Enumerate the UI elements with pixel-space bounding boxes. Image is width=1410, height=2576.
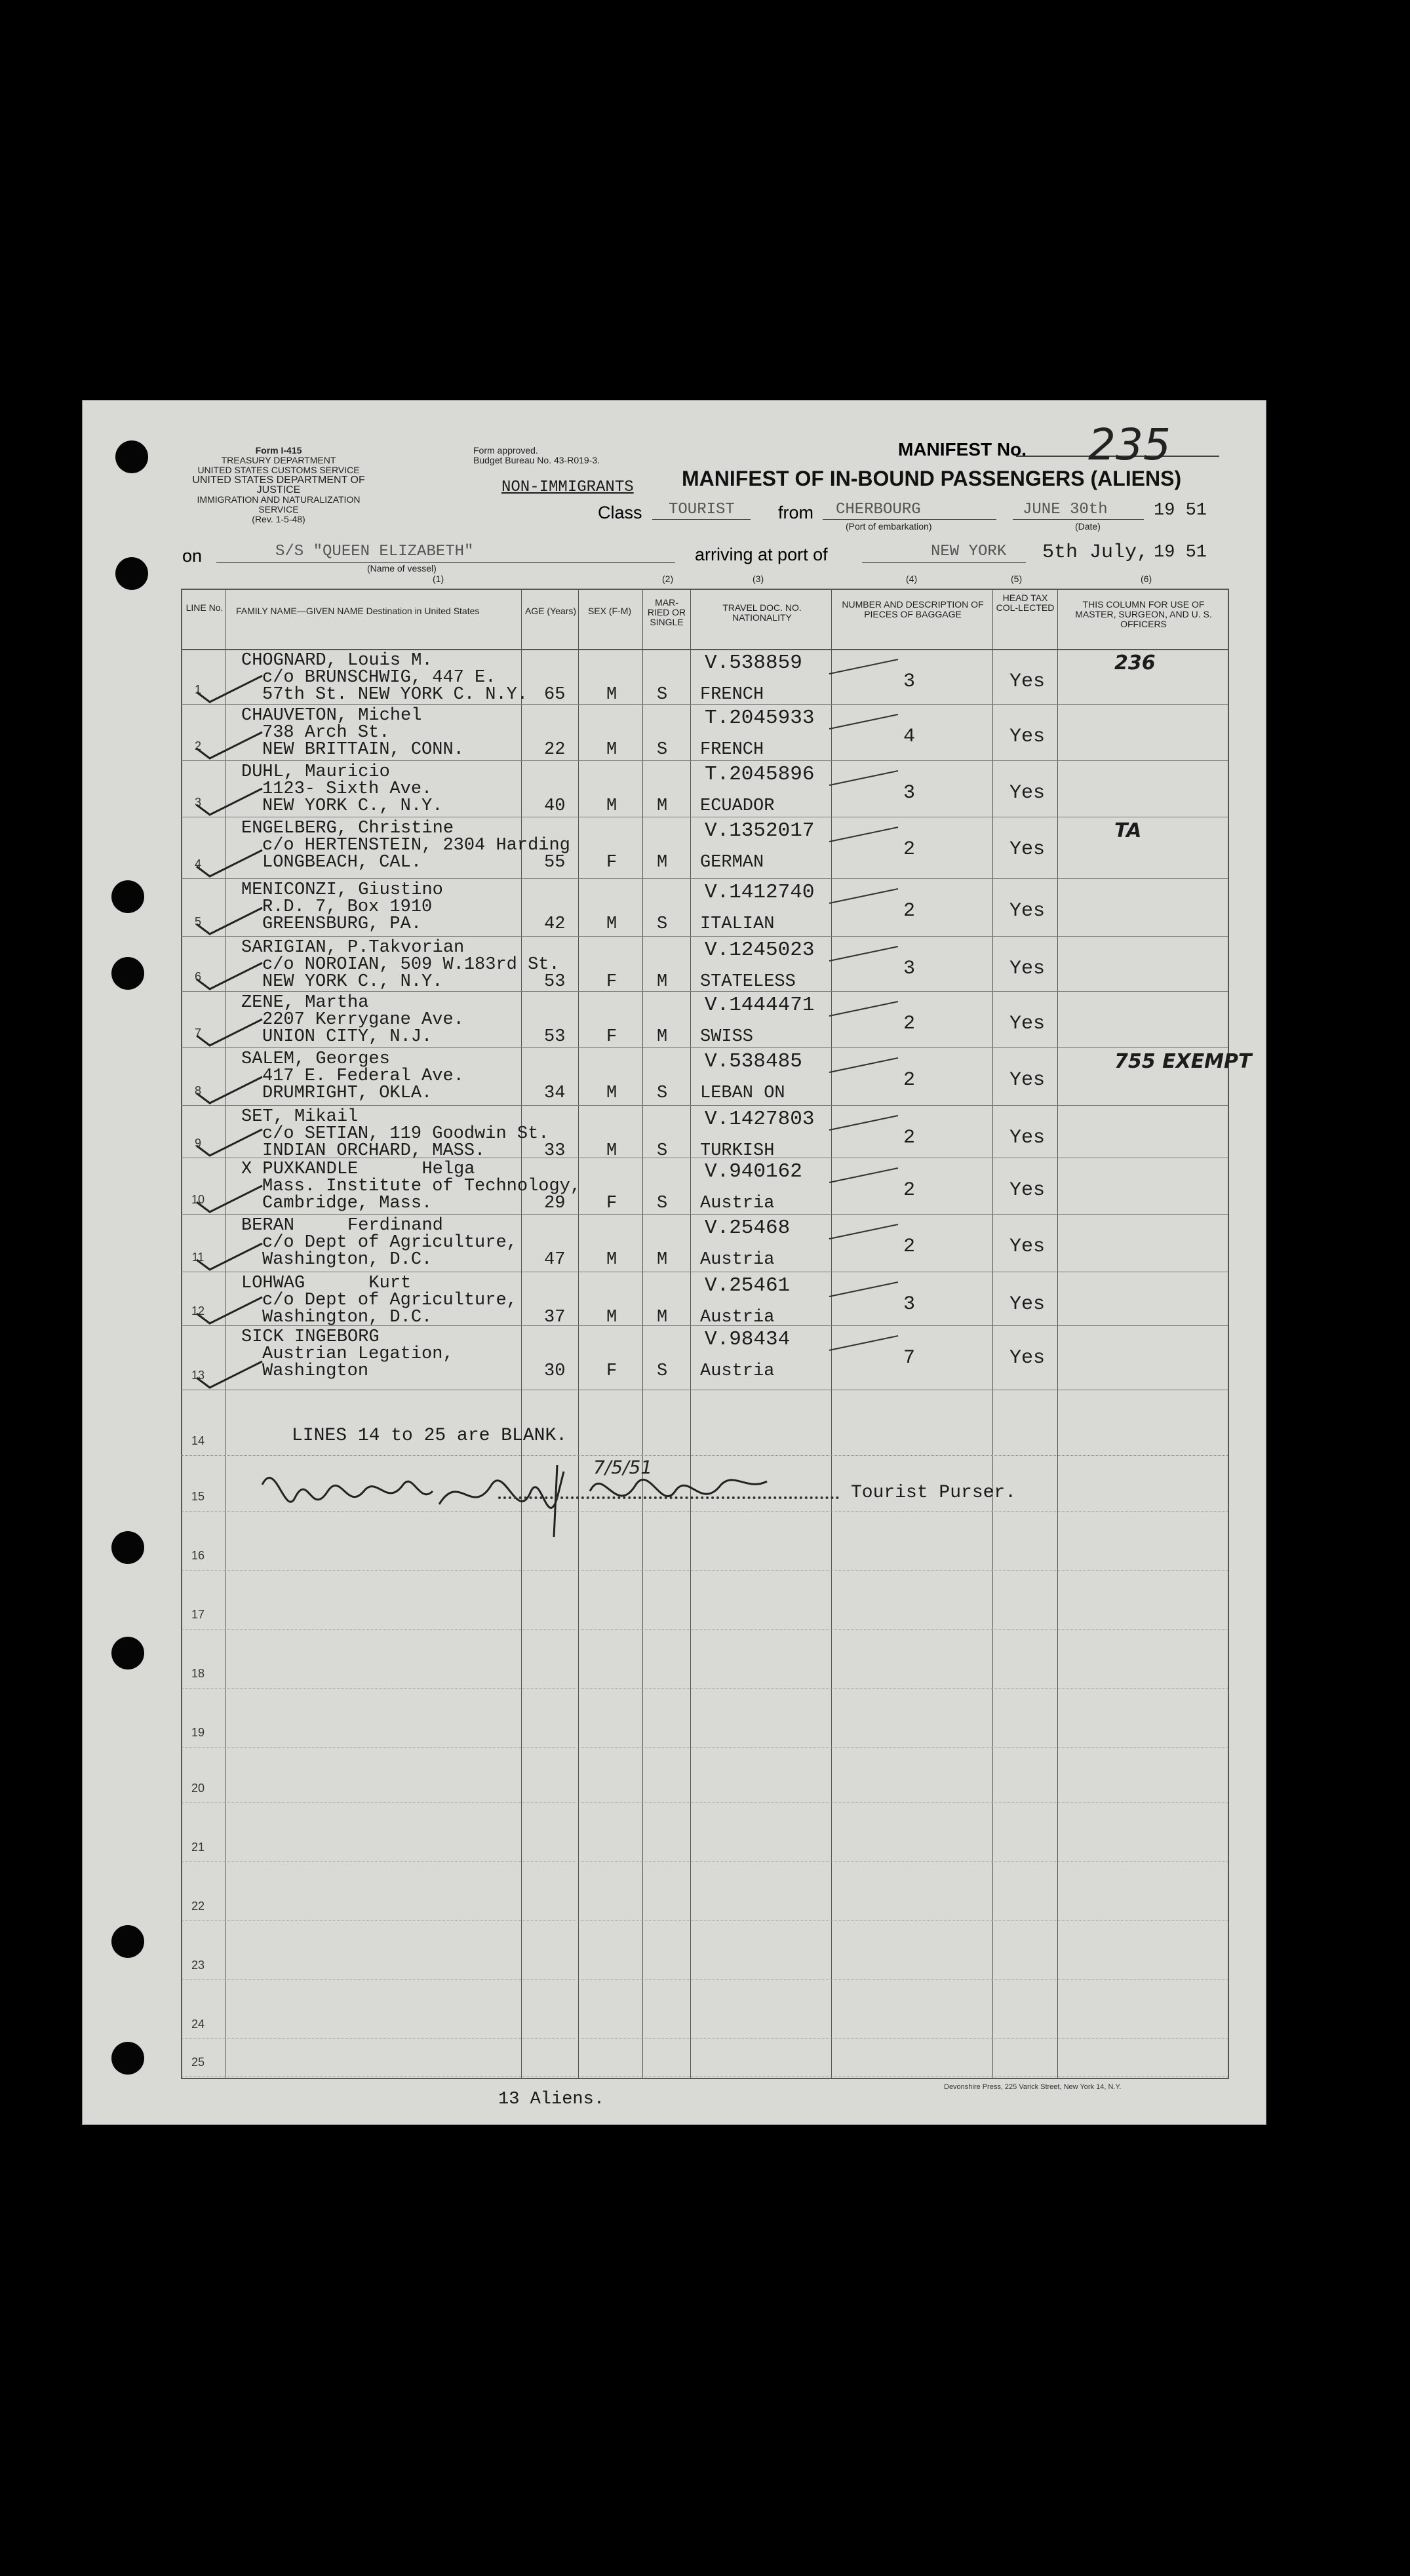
passenger-name: X PUXKANDLE Helga (241, 1160, 475, 1179)
passenger-address-1: Austrian Legation, (262, 1344, 454, 1364)
approved-label: Form approved. (473, 445, 538, 456)
baggage-count: 2 (903, 1236, 916, 1258)
passenger-address-1: 417 E. Federal Ave. (262, 1066, 464, 1086)
baggage-count: 3 (903, 958, 916, 980)
passenger-marital: S (657, 740, 668, 760)
ins-label: IMMIGRATION AND NATURALIZATION SERVICE (197, 494, 361, 515)
treasury-label: TREASURY DEPARTMENT (221, 455, 336, 465)
baggage-count: 4 (903, 726, 916, 748)
passenger-name: SICK INGEBORG (241, 1327, 380, 1347)
passenger-address-1: 1123- Sixth Ave. (262, 779, 433, 799)
year-1: 19 51 (1154, 501, 1207, 520)
row-divider (181, 1214, 1228, 1215)
head-tax-collected: Yes (1009, 838, 1046, 861)
passenger-address-2: 57th St. NEW YORK C. N.Y. (262, 685, 528, 705)
line-number: 5 (194, 915, 201, 928)
col-num-5: (5) (1011, 574, 1023, 584)
passenger-sex: F (606, 853, 617, 872)
baggage-count: 2 (903, 1013, 916, 1035)
passenger-age: 29 (544, 1194, 566, 1213)
passenger-address-2: Cambridge, Mass. (262, 1194, 433, 1213)
travel-doc-number: V.538859 (705, 652, 802, 674)
line-number: 17 (191, 1608, 205, 1621)
passenger-address-2: Washington, D.C. (262, 1250, 433, 1270)
manifest-no-label: MANIFEST No. (898, 439, 1027, 459)
line-number: 11 (191, 1251, 205, 1264)
head-tax-collected: Yes (1009, 1179, 1046, 1201)
passenger-name: CHAUVETON, Michel (241, 706, 422, 726)
date-caption: (Date) (1075, 521, 1101, 532)
col-header-line: LINE No. (186, 602, 224, 613)
col-header-sex: SEX (F-M) (587, 606, 632, 616)
head-tax-collected: Yes (1009, 1347, 1046, 1369)
passenger-sex: M (606, 1308, 617, 1327)
passenger-age: 22 (544, 740, 566, 760)
passenger-sex: M (606, 1141, 617, 1161)
passenger-sex: M (606, 1250, 617, 1270)
baggage-count: 2 (903, 1069, 916, 1091)
baggage-tick (826, 1331, 905, 1357)
purser-label: Tourist Purser. (851, 1483, 1017, 1503)
passenger-age: 37 (544, 1308, 566, 1327)
passenger-marital: S (657, 685, 668, 705)
on-label: on (182, 546, 203, 566)
passenger-address-2: UNION CITY, N.J. (262, 1027, 433, 1047)
customs-label: UNITED STATES CUSTOMS SERVICE (197, 465, 360, 475)
passenger-name: MENICONZI, Giustino (241, 880, 443, 900)
nationality: Austria (700, 1308, 775, 1327)
passenger-address-1: Mass. Institute of Technology, (262, 1177, 581, 1196)
passenger-address-1: c/o Dept of Agriculture, (262, 1233, 517, 1253)
baggage-tick (826, 1053, 905, 1079)
passenger-address-1: 2207 Kerrygane Ave. (262, 1010, 464, 1030)
nationality: Austria (700, 1194, 775, 1213)
baggage-tick (826, 654, 905, 680)
passenger-sex: M (606, 685, 617, 705)
line-number: 4 (194, 857, 201, 870)
passenger-sex: F (606, 972, 617, 992)
officer-note: TA (1114, 819, 1142, 842)
printer-credit: Devonshire Press, 225 Varick Street, New York 14, N.Y. (944, 2083, 1122, 2091)
from-label: from (778, 503, 813, 522)
passenger-name: SARIGIAN, P.Takvorian (241, 938, 465, 958)
passenger-address-2: Washington (262, 1361, 369, 1381)
passenger-name: ZENE, Martha (241, 993, 369, 1013)
nationality: SWISS (700, 1027, 754, 1047)
check-mark (190, 729, 269, 762)
line-number: 2 (194, 739, 201, 752)
passenger-marital: M (657, 796, 668, 816)
baggage-tick (826, 941, 905, 967)
travel-doc-number: V.1245023 (705, 939, 815, 962)
baggage-tick (826, 766, 905, 792)
nationality: FRENCH (700, 740, 764, 760)
check-mark (190, 785, 269, 818)
baggage-tick (826, 1219, 905, 1245)
form-number: Form I-415 (255, 445, 302, 456)
class-value: TOURIST (669, 501, 735, 518)
check-mark (190, 905, 269, 937)
passenger-address-2: Washington, D.C. (262, 1308, 433, 1327)
nationality: Austria (700, 1361, 775, 1381)
line-number: 7 (194, 1026, 201, 1040)
line-number: 12 (191, 1304, 205, 1317)
passenger-address-2: DRUMRIGHT, OKLA. (262, 1083, 433, 1103)
baggage-count: 3 (903, 1293, 916, 1316)
passenger-name: SALEM, Georges (241, 1049, 390, 1069)
passenger-address-2: NEW BRITTAIN, CONN. (262, 740, 464, 760)
passenger-marital: S (657, 1361, 668, 1381)
head-tax-collected: Yes (1009, 1236, 1046, 1258)
travel-doc-number: V.538485 (705, 1050, 802, 1073)
passenger-address-2: NEW YORK C., N.Y. (262, 796, 443, 816)
passenger-age: 30 (544, 1361, 566, 1381)
arrival-date: 5th July, (1042, 541, 1149, 564)
head-tax-collected: Yes (1009, 726, 1046, 748)
line-number: 9 (194, 1137, 201, 1150)
passenger-marital: S (657, 1083, 668, 1103)
head-tax-collected: Yes (1009, 958, 1046, 980)
officer-note: 755 EXEMPT (1114, 1050, 1252, 1073)
line-number: 6 (194, 970, 201, 983)
vessel-caption: (Name of vessel) (367, 563, 437, 574)
row-divider (181, 760, 1228, 761)
head-tax-collected: Yes (1009, 1127, 1046, 1149)
travel-doc-number: V.25468 (705, 1217, 791, 1239)
line-number: 15 (191, 1490, 205, 1503)
baggage-count: 2 (903, 900, 916, 922)
empty-row-divider (181, 1629, 1228, 1630)
travel-doc-number: V.1444471 (705, 994, 815, 1017)
rev-label: (Rev. 1-5-48) (252, 514, 305, 524)
passenger-address-1: R.D. 7, Box 1910 (262, 897, 433, 917)
passenger-age: 53 (544, 1027, 566, 1047)
departure-date: JUNE 30th (1023, 501, 1108, 518)
passenger-address-1: 738 Arch St. (262, 723, 390, 743)
baggage-tick (826, 1110, 905, 1137)
check-mark (190, 1016, 269, 1049)
row-divider (181, 878, 1228, 879)
passenger-age: 40 (544, 796, 566, 816)
passenger-age: 33 (544, 1141, 566, 1161)
signature-date: 7/5/51 (593, 1456, 653, 1478)
passenger-name: DUHL, Mauricio (241, 762, 390, 782)
nationality: ECUADOR (700, 796, 775, 816)
passenger-age: 55 (544, 853, 566, 872)
passenger-sex: F (606, 1194, 617, 1213)
passenger-sex: M (606, 1083, 617, 1103)
year-2: 19 51 (1154, 543, 1207, 562)
travel-doc-number: V.98434 (705, 1328, 791, 1351)
col-num-6: (6) (1141, 574, 1152, 584)
passenger-marital: M (657, 1250, 668, 1270)
travel-doc-number: V.940162 (705, 1160, 802, 1183)
nationality: ITALIAN (700, 914, 775, 934)
budget-label: Budget Bureau No. 43-R019-3. (473, 455, 600, 465)
line-number: 8 (194, 1084, 201, 1097)
passenger-sex: M (606, 914, 617, 934)
passenger-marital: M (657, 1308, 668, 1327)
approval-block (473, 446, 600, 465)
passenger-marital: M (657, 853, 668, 872)
travel-doc-number: V.25461 (705, 1274, 791, 1297)
travel-doc-number: T.2045896 (705, 763, 815, 786)
baggage-count: 2 (903, 838, 916, 861)
baggage-count: 2 (903, 1179, 916, 1201)
justice-label: UNITED STATES DEPARTMENT OF JUSTICE (192, 475, 365, 496)
line-number: 20 (191, 1782, 205, 1795)
line-number: 22 (191, 1900, 205, 1913)
check-mark (190, 1074, 269, 1106)
check-mark (190, 1240, 269, 1273)
head-tax-collected: Yes (1009, 1293, 1046, 1316)
passenger-age: 42 (544, 914, 566, 934)
arrival-port: NEW YORK (931, 543, 1007, 560)
manifest-number: 235 (1088, 420, 1171, 470)
line-number: 21 (191, 1841, 205, 1854)
passenger-address-1: c/o NOROIAN, 509 W.183rd St. (262, 955, 560, 975)
passenger-marital: S (657, 1141, 668, 1161)
baggage-tick (826, 822, 905, 848)
passenger-age: 53 (544, 972, 566, 992)
check-mark (190, 673, 269, 705)
passenger-age: 65 (544, 685, 566, 705)
col-header-name: FAMILY NAME—GIVEN NAME Destination in United States (236, 606, 480, 616)
line-number: 16 (191, 1549, 205, 1562)
line-number: 25 (191, 2056, 205, 2069)
baggage-tick (826, 1277, 905, 1303)
arriving-label: arriving at port of (695, 545, 828, 564)
line-number: 10 (191, 1193, 205, 1206)
passenger-address-1: c/o SETIAN, 119 Goodwin St. (262, 1124, 549, 1144)
col-num-3: (3) (753, 574, 764, 584)
baggage-count: 3 (903, 782, 916, 804)
row-divider (181, 1047, 1228, 1048)
passenger-address-2: INDIAN ORCHARD, MASS. (262, 1141, 486, 1161)
class-label: Class (598, 503, 642, 522)
officer-note: 236 (1114, 652, 1156, 674)
check-mark (190, 960, 269, 992)
line-number: 1 (194, 683, 201, 696)
col-header-age: AGE (Years) (524, 606, 577, 616)
baggage-count: 7 (903, 1347, 916, 1369)
baggage-tick (826, 996, 905, 1023)
col-num-4: (4) (906, 574, 918, 584)
nationality: FRENCH (700, 685, 764, 705)
passenger-sex: F (606, 1027, 617, 1047)
vessel-name: S/S "QUEEN ELIZABETH" (275, 543, 474, 560)
baggage-tick (826, 709, 905, 735)
head-tax-collected: Yes (1009, 1069, 1046, 1091)
officer-signature (249, 1445, 826, 1544)
nationality: LEBAN ON (700, 1083, 785, 1103)
check-mark (190, 1182, 269, 1215)
col-header-head-tax: HEAD TAX COL-LECTED (996, 593, 1055, 613)
head-tax-collected: Yes (1009, 1013, 1046, 1035)
passenger-name: BERAN Ferdinand (241, 1216, 443, 1236)
empty-row-divider (181, 1570, 1228, 1571)
nationality: STATELESS (700, 972, 796, 992)
travel-doc-number: V.1427803 (705, 1108, 815, 1131)
alien-total: 13 Aliens. (498, 2090, 605, 2109)
passenger-name: SET, Mikail (241, 1107, 359, 1127)
head-tax-collected: Yes (1009, 900, 1046, 922)
col-num-2: (2) (662, 574, 674, 584)
baggage-count: 3 (903, 671, 916, 693)
line-number: 13 (191, 1369, 205, 1382)
port-caption: (Port of embarkation) (846, 521, 932, 532)
travel-doc-number: V.1412740 (705, 881, 815, 904)
col-header-baggage: NUMBER AND DESCRIPTION OF PIECES OF BAGGAGE (842, 599, 984, 619)
blank-lines-note: LINES 14 to 25 are BLANK. (292, 1426, 568, 1446)
line-number: 23 (191, 1959, 205, 1972)
form-agency-block (177, 446, 380, 524)
passenger-marital: S (657, 914, 668, 934)
row-divider (181, 936, 1228, 937)
check-mark (190, 1126, 269, 1159)
head-tax-collected: Yes (1009, 782, 1046, 804)
travel-doc-number: T.2045933 (705, 707, 815, 730)
line-number: 18 (191, 1667, 205, 1680)
passenger-address-2: GREENSBURG, PA. (262, 914, 422, 934)
passenger-marital: M (657, 972, 668, 992)
baggage-tick (826, 884, 905, 910)
passenger-age: 34 (544, 1083, 566, 1103)
passenger-name: LOHWAG Kurt (241, 1274, 412, 1293)
passenger-name: ENGELBERG, Christine (241, 819, 454, 838)
passenger-address-1: c/o HERTENSTEIN, 2304 Harding (262, 836, 570, 855)
check-mark (190, 847, 269, 880)
passenger-address-2: NEW YORK C., N.Y. (262, 972, 443, 992)
line-number: 24 (191, 2018, 205, 2031)
passenger-marital: M (657, 1027, 668, 1047)
line-number: 14 (191, 1434, 205, 1447)
manifest-title: MANIFEST OF IN-BOUND PASSENGERS (ALIENS) (682, 467, 1182, 490)
passenger-sex: F (606, 1361, 617, 1381)
check-mark (190, 1294, 269, 1327)
travel-doc-number: V.1352017 (705, 819, 815, 842)
baggage-count: 2 (903, 1127, 916, 1149)
nationality: GERMAN (700, 853, 764, 872)
passenger-age: 47 (544, 1250, 566, 1270)
passenger-sex: M (606, 796, 617, 816)
nationality: Austria (700, 1250, 775, 1270)
col-header-officers: THIS COLUMN FOR USE OF MASTER, SURGEON, AND U. S. OFFICERS (1075, 599, 1212, 629)
purser-signature-line (498, 1496, 839, 1499)
nationality: TURKISH (700, 1141, 775, 1161)
line-number: 19 (191, 1726, 205, 1739)
head-tax-collected: Yes (1009, 671, 1046, 693)
passenger-name: CHOGNARD, Louis M. (241, 651, 433, 671)
col-num-1: (1) (433, 574, 444, 584)
passenger-address-1: c/o BRUNSCHWIG, 447 E. (262, 668, 496, 688)
col-header-doc: TRAVEL DOC. NO. NATIONALITY (722, 602, 802, 623)
non-immigrants-label: NON-IMMIGRANTS (501, 478, 634, 496)
check-mark (190, 1358, 269, 1391)
passenger-address-1: c/o Dept of Agriculture, (262, 1291, 517, 1310)
passenger-sex: M (606, 740, 617, 760)
baggage-tick (826, 1163, 905, 1189)
row-divider (181, 1105, 1228, 1106)
passenger-marital: S (657, 1194, 668, 1213)
line-number: 3 (194, 796, 201, 809)
from-value: CHERBOURG (836, 501, 921, 518)
passenger-address-2: LONGBEACH, CAL. (262, 853, 422, 872)
col-header-married: MAR-RIED OR SINGLE (647, 597, 686, 627)
